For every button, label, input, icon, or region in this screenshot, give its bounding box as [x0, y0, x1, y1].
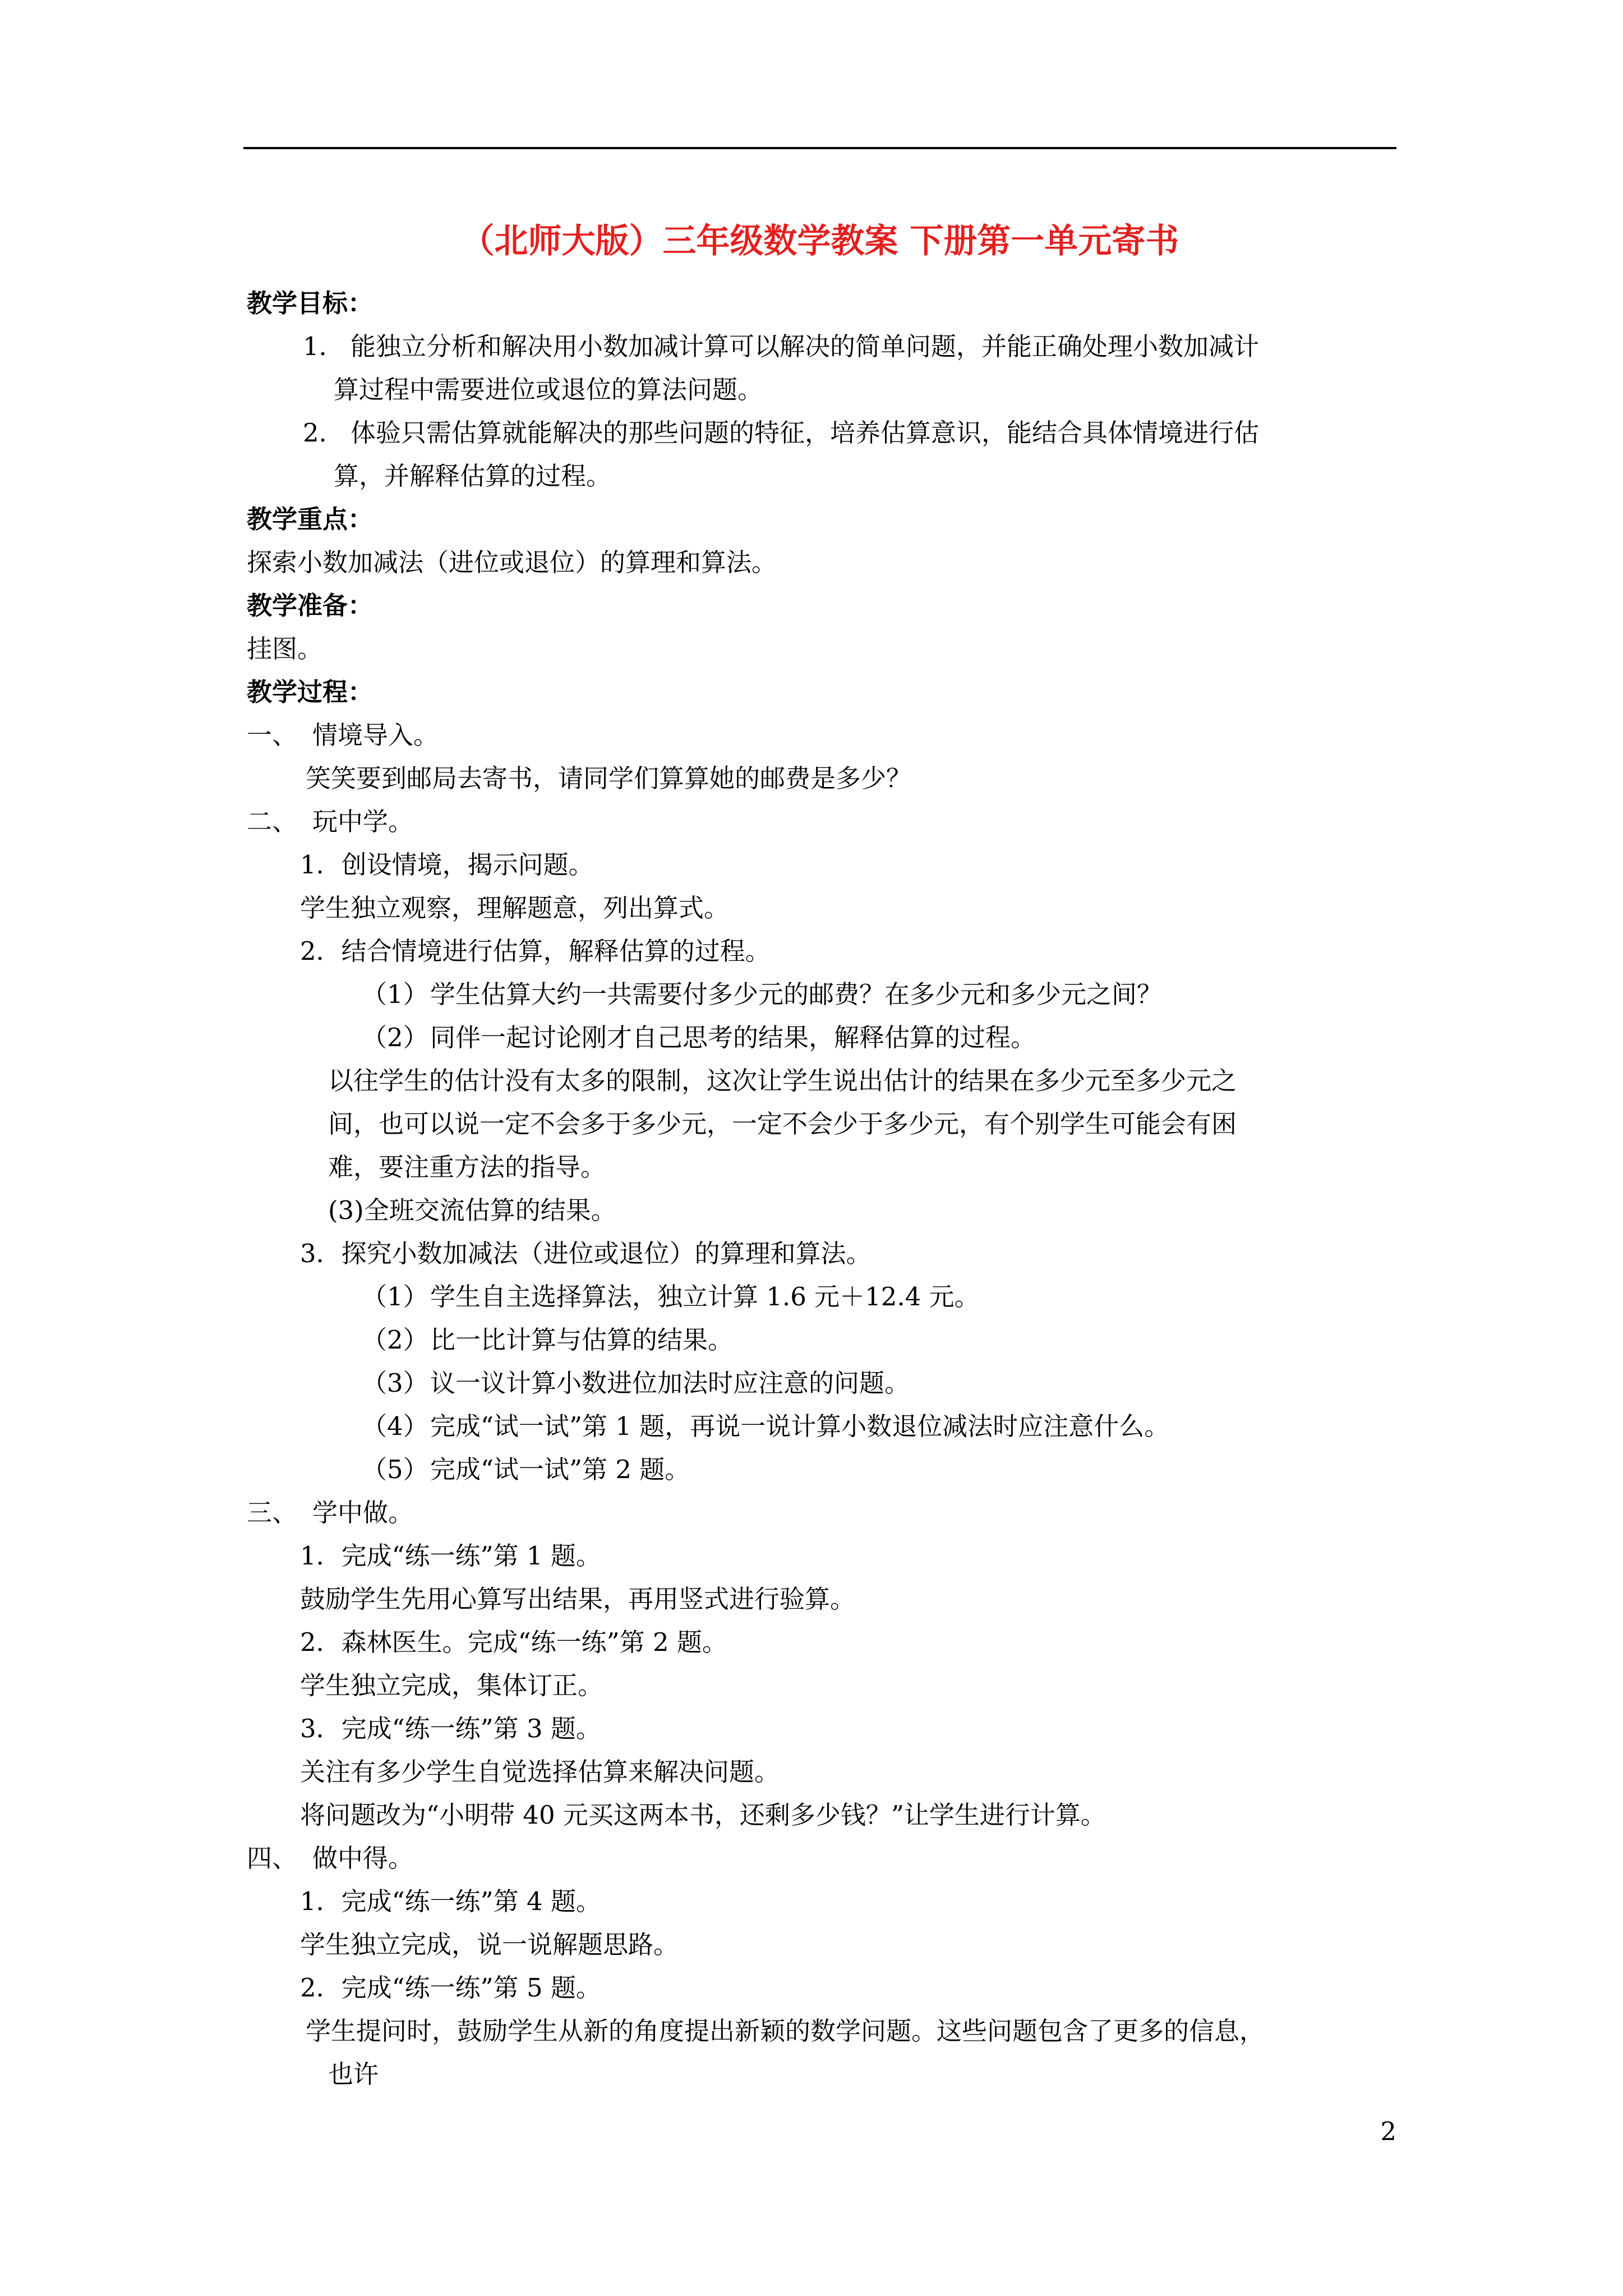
section-1-text: 笑笑要到邮局去寄书，请同学们算算她的邮费是多少？ [306, 763, 912, 793]
preparation-text: 挂图。 [247, 634, 323, 664]
item-text: 比一比计算与估算的结果。 [430, 1325, 734, 1355]
section-number: 三、 [247, 1498, 298, 1527]
section-3-heading [247, 1491, 1402, 1534]
objective-text: 能独立分析和解决用小数加减计算可以解决的简单问题，并能正确处理小数加减计 [351, 332, 1260, 361]
item-marker: （5） [362, 1455, 428, 1484]
section-3-step-1-text: 鼓励学生先用心算写出结果，再用竖式进行验算。 [300, 1584, 856, 1614]
section-4-step-1-text: 学生独立完成，说一说解题思路。 [300, 1930, 679, 1959]
section-number: 二、 [247, 807, 298, 836]
item-marker: （3） [362, 1368, 428, 1398]
list-number: 2． [303, 418, 344, 448]
section-2-step-1-text: 学生独立观察，理解题意，列出算式。 [300, 893, 730, 923]
item-text: 同伴一起讨论刚才自己思考的结果，解释估算的过程。 [430, 1023, 1036, 1052]
section-3-step-3-text-2: 将问题改为“小明带 40 元买这两本书，还剩多少钱？”让学生进行计算。 [300, 1800, 1106, 1830]
section-2-heading [247, 800, 1402, 843]
section-title: 情境导入。 [312, 720, 439, 750]
section-number: 一、 [247, 720, 298, 750]
section-2-step-3-item-2 [247, 1318, 1402, 1361]
item-text: 学生自主选择算法，独立计算 1.6 元＋12.4 元。 [430, 1282, 980, 1312]
section-2-step-2-item-2 [247, 1016, 1402, 1059]
section-3-step-3-text-1: 关注有多少学生自觉选择估算来解决问题。 [300, 1757, 780, 1787]
key-point-heading: 教学重点： [247, 504, 374, 534]
objective-item-2-continued: 算，并解释估算的过程。 [334, 461, 612, 491]
item-marker: （2） [362, 1023, 428, 1052]
section-2-step-2-item-3: (3)全班交流估算的结果。 [328, 1195, 616, 1225]
item-text: 议一议计算小数进位加法时应注意的问题。 [430, 1368, 910, 1398]
section-2-step-3-item-1 [247, 1275, 1402, 1318]
item-marker: （1） [362, 979, 428, 1009]
preparation-heading: 教学准备： [247, 591, 374, 620]
process-heading: 教学过程： [247, 677, 374, 707]
section-2-step-3: 3．探究小数加减法（进位或退位）的算理和算法。 [300, 1239, 872, 1268]
item-text: 学生估算大约一共需要付多少元的邮费？在多少元和多少元之间？ [430, 979, 1163, 1009]
section-2-step-2-note-line-1: 以往学生的估计没有太多的限制，这次让学生说出估计的结果在多少元至多少元之 [328, 1066, 1237, 1096]
section-2-step-3-item-5 [247, 1448, 1402, 1491]
section-4-step-2: 2．完成“练一练”第 5 题。 [300, 1973, 601, 2003]
section-2-step-2-note-line-3: 难，要注重方法的指导。 [328, 1152, 606, 1182]
document-body [247, 282, 1402, 2096]
section-2-step-3-item-3 [247, 1361, 1402, 1405]
section-title: 学中做。 [312, 1498, 414, 1527]
section-2-step-1: 1．创设情境，揭示问题。 [300, 850, 594, 880]
item-marker: （4） [362, 1411, 428, 1441]
section-4-step-1: 1．完成“练一练”第 4 题。 [300, 1887, 601, 1916]
objective-item-2 [247, 411, 1402, 454]
document-title: （北师大版）三年级数学教案 下册第一单元寄书 [460, 222, 1179, 261]
objectives-heading: 教学目标： [247, 288, 374, 318]
section-3-step-1: 1．完成“练一练”第 1 题。 [300, 1541, 601, 1571]
item-marker: （2） [362, 1325, 428, 1355]
section-3-step-2: 2．森林医生。完成“练一练”第 2 题。 [300, 1627, 727, 1657]
objective-text: 体验只需估算就能解决的那些问题的特征，培养估算意识，能结合具体情境进行估 [351, 418, 1260, 448]
page-number: 2 [1380, 2116, 1396, 2146]
section-2-step-2: 2．结合情境进行估算，解释估算的过程。 [300, 936, 771, 966]
item-marker: （1） [362, 1282, 428, 1312]
header-rule [243, 147, 1396, 149]
section-4-step-2-text-1: 学生提问时，鼓励学生从新的角度提出新颖的数学问题。这些问题包含了更多的信息， [306, 2016, 1265, 2046]
item-text: 完成“试一试”第 2 题。 [430, 1455, 690, 1484]
section-title: 做中得。 [312, 1843, 414, 1873]
section-3-step-2-text: 学生独立完成，集体订正。 [300, 1671, 603, 1700]
section-2-step-3-item-4 [247, 1405, 1402, 1448]
section-1-heading [247, 714, 1402, 757]
section-2-step-2-item-1 [247, 973, 1402, 1016]
section-title: 玩中学。 [312, 807, 414, 836]
section-4-heading [247, 1837, 1402, 1880]
objective-item-1-continued: 算过程中需要进位或退位的算法问题。 [334, 375, 763, 404]
section-number: 四、 [247, 1843, 298, 1873]
section-4-step-2-text-2: 也许 [328, 2059, 379, 2089]
key-point-text: 探索小数加减法（进位或退位）的算理和算法。 [247, 547, 777, 577]
section-2-step-2-note-line-2: 间，也可以说一定不会多于多少元，一定不会少于多少元，有个别学生可能会有困 [328, 1109, 1237, 1139]
list-number: 1． [303, 332, 344, 361]
item-text: 完成“试一试”第 1 题，再说一说计算小数退位减法时应注意什么。 [430, 1411, 1170, 1441]
objective-item-1 [247, 325, 1402, 368]
section-3-step-3: 3．完成“练一练”第 3 题。 [300, 1714, 601, 1743]
